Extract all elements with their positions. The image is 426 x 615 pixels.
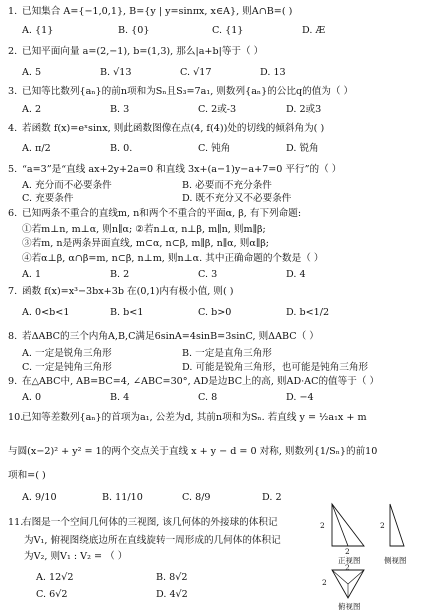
option-d: D. 13 bbox=[260, 67, 286, 78]
option-d: D. 4√2 bbox=[156, 589, 188, 600]
question-1 bbox=[8, 6, 292, 18]
top-view-label: 俯视图 bbox=[338, 602, 361, 611]
question-number: 5. bbox=[8, 164, 18, 175]
question-11-continued: 为V₂, 则V₁ : V₂ = （ ） bbox=[24, 551, 128, 562]
option-c: C. 一定是钝角三角形 bbox=[22, 362, 112, 373]
proposition-line: ①若m⊥n, m⊥α, 则n∥α; ②若n⊥α, n⊥β, m∥n, 则m∥β; bbox=[22, 224, 266, 235]
option-a: A. 一定是锐角三角形 bbox=[22, 348, 112, 359]
question-number: 4. bbox=[8, 123, 18, 134]
question-number: 11. bbox=[8, 517, 24, 528]
dimension-label: 2 bbox=[380, 521, 385, 530]
question-9 bbox=[8, 376, 379, 388]
question-text: 若函数 f(x)=eˣsinx, 则此函数图像在点(4, f(4))处的切线的倾斜角为( ) bbox=[22, 123, 325, 134]
dimension-label: 2 bbox=[320, 521, 325, 530]
option-c: C. √17 bbox=[180, 67, 212, 78]
option-b: B. 一定是直角三角形 bbox=[182, 348, 272, 359]
option-d: D. Æ bbox=[302, 25, 326, 36]
option-a: A. 2 bbox=[22, 104, 42, 115]
option-d: D. b<1/2 bbox=[286, 307, 330, 318]
option-b: B. 4 bbox=[110, 392, 130, 403]
question-10 bbox=[8, 412, 367, 424]
question-10-continued: 项和=( ) bbox=[8, 470, 46, 481]
option-a: A. {1} bbox=[22, 25, 54, 36]
option-c: C. 3 bbox=[198, 269, 218, 280]
question-number: 8. bbox=[8, 331, 18, 342]
option-b: B. 8√2 bbox=[156, 572, 188, 583]
option-c: C. b>0 bbox=[198, 307, 232, 318]
option-c: C. 钝角 bbox=[198, 143, 231, 154]
question-10-continued: 与圆(x−2)² + y² = 1的两个交点关于直线 x + y − d = 0 对称, 则数列{1/Sₙ}的前10 bbox=[8, 446, 378, 457]
question-7 bbox=[8, 286, 234, 298]
option-b: B. 11/10 bbox=[102, 492, 143, 503]
option-a: A. 0<b<1 bbox=[22, 307, 70, 318]
option-a: A. 5 bbox=[22, 67, 42, 78]
question-number: 10. bbox=[8, 412, 24, 423]
dimension-label: 2 bbox=[345, 547, 350, 556]
front-view bbox=[332, 504, 364, 546]
option-a: A. 0 bbox=[22, 392, 42, 403]
question-2 bbox=[8, 46, 263, 58]
option-d: D. 既不充分又不必要条件 bbox=[182, 193, 292, 204]
question-11-continued: 为V₁, 俯视图绕底边所在直线旋转一周形成的几何体的体积记 bbox=[24, 535, 281, 546]
option-d: D. 2或3 bbox=[286, 104, 322, 115]
question-8 bbox=[8, 331, 319, 343]
option-d: D. 可能是锐角三角形，也可能是钝角三角形 bbox=[182, 362, 369, 373]
question-number: 7. bbox=[8, 286, 18, 297]
option-d: D. 4 bbox=[286, 269, 306, 280]
question-text: 已知集合 A={−1,0,1}, B={y | y=sinπx, x∈A}, 则A∩B=( ) bbox=[22, 6, 293, 17]
dimension-label: 2 bbox=[322, 578, 327, 587]
option-c: C. {1} bbox=[212, 25, 244, 36]
option-d: D. 2 bbox=[262, 492, 282, 503]
option-a: A. 12√2 bbox=[36, 572, 74, 583]
option-b: B. {0} bbox=[118, 25, 150, 36]
option-c: C. 6√2 bbox=[36, 589, 68, 600]
top-view bbox=[332, 570, 364, 598]
proposition-line: ④若α⊥β, α∩β=m, n⊂β, n⊥m, 则n⊥α. 其中正确命题的个数是（ ） bbox=[22, 253, 324, 264]
question-number: 3. bbox=[8, 86, 18, 97]
option-c: C. 2或-3 bbox=[198, 104, 237, 115]
three-view-drawing bbox=[318, 494, 422, 612]
front-view-label: 正视图 bbox=[338, 556, 361, 565]
question-text: “a=3”是“直线 ax+2y+2a=0 和直线 3x+(a−1)y−a+7=0 平行”的（ ） bbox=[22, 164, 342, 175]
three-view-figure bbox=[318, 494, 422, 612]
question-11 bbox=[8, 517, 278, 529]
option-d: D. −4 bbox=[286, 392, 314, 403]
option-b: B. 必要而不充分条件 bbox=[182, 180, 272, 191]
question-text: 在△ABC中, AB=BC=4, ∠ABC=30°, AD是边BC上的高, 则AD·AC的值等于（ ） bbox=[22, 376, 380, 387]
option-b: B. 3 bbox=[110, 104, 130, 115]
option-c: C. 充要条件 bbox=[22, 193, 74, 204]
question-text: 已知等比数列{aₙ}的前n项和为Sₙ且S₃=7a₁, 则数列{aₙ}的公比q的值为（ ） bbox=[22, 86, 354, 97]
option-b: B. b<1 bbox=[110, 307, 144, 318]
question-text: 若ΔABC的三个内角A,B,C满足6sinA=4sinB=3sinC, 则ΔABC（ ） bbox=[22, 331, 319, 342]
option-c: C. 8/9 bbox=[182, 492, 211, 503]
option-d: D. 锐角 bbox=[286, 143, 319, 154]
dimension-label: 2 bbox=[345, 563, 350, 572]
question-text: 已知等差数列{aₙ}的首项为a₁, 公差为d, 其前n项和为Sₙ. 若直线 y = ½a₁x + m bbox=[22, 412, 367, 423]
question-number: 9. bbox=[8, 376, 18, 387]
option-b: B. 2 bbox=[110, 269, 130, 280]
option-a: A. 1 bbox=[22, 269, 42, 280]
option-a: A. π/2 bbox=[22, 143, 51, 154]
question-number: 2. bbox=[8, 46, 18, 57]
question-text: 已知两条不重合的直线m, n和两个不重合的平面α, β, 有下列命题: bbox=[22, 208, 302, 219]
option-b: B. √13 bbox=[100, 67, 132, 78]
side-view-label: 侧视图 bbox=[384, 556, 407, 565]
side-view bbox=[390, 504, 404, 546]
question-4 bbox=[8, 123, 324, 135]
question-3 bbox=[8, 86, 353, 98]
question-text: 右图是一个空间几何体的三视图, 该几何体的外接球的体积记 bbox=[22, 517, 278, 528]
option-a: A. 9/10 bbox=[22, 492, 57, 503]
question-number: 1. bbox=[8, 6, 18, 17]
question-text: 函数 f(x)=x³−3bx+3b 在(0,1)内有极小值, 则( ) bbox=[22, 286, 234, 297]
option-c: C. 8 bbox=[198, 392, 218, 403]
question-text: 已知平面向量 a=(2,−1), b=(1,3), 那么|a+b|等于（ ） bbox=[22, 46, 264, 57]
option-b: B. 0. bbox=[110, 143, 133, 154]
proposition-line: ③若m, n是两条异面直线, m⊂α, n⊂β, m∥β, n∥α, 则α∥β; bbox=[22, 238, 270, 249]
question-5 bbox=[8, 164, 341, 176]
question-number: 6. bbox=[8, 208, 18, 219]
option-a: A. 充分而不必要条件 bbox=[22, 180, 112, 191]
question-6 bbox=[8, 208, 301, 220]
